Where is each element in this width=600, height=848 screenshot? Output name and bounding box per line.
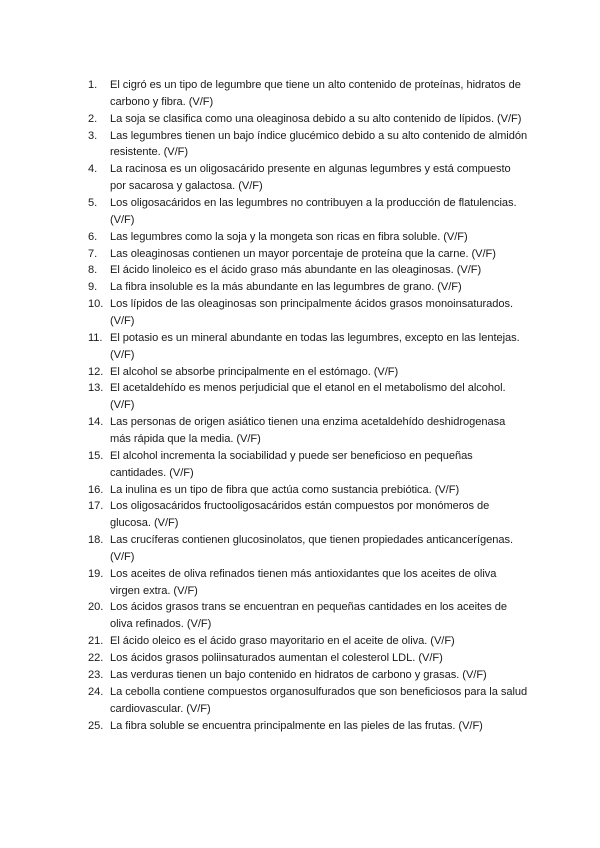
question-item — [88, 498, 528, 532]
question-number: 13. — [88, 382, 104, 395]
question-item — [88, 77, 528, 111]
question-item — [88, 684, 528, 718]
question-number: 3. — [88, 129, 98, 142]
question-text: El acetaldehído es menos perjudicial que el etanol en el metabolismo del alcohol. (V/F) — [110, 382, 506, 412]
question-text: Las legumbres tienen un bajo índice glucémico debido a su alto contenido de almidón resistente. (V/F) — [110, 129, 528, 159]
question-number: 7. — [88, 247, 98, 260]
question-text: Los oligosacáridos en las legumbres no contribuyen a la producción de flatulencias. (V/F) — [110, 196, 517, 226]
question-item — [88, 448, 528, 482]
question-text: El ácido oleico es el ácido graso mayoritario en el aceite de oliva. (V/F) — [110, 635, 455, 648]
question-text: La soja se clasifica como una oleaginosa debido a su alto contenido de lípidos. (V/F) — [110, 112, 522, 125]
question-item — [88, 111, 528, 128]
question-number: 2. — [88, 112, 98, 125]
question-number: 18. — [88, 534, 104, 547]
question-number: 23. — [88, 668, 104, 681]
question-item — [88, 128, 528, 162]
question-number: 25. — [88, 719, 104, 732]
question-number: 20. — [88, 601, 104, 614]
question-item — [88, 364, 528, 381]
question-text: Las legumbres como la soja y la mongeta son ricas en fibra soluble. (V/F) — [110, 230, 468, 243]
question-list — [88, 77, 528, 734]
question-number: 12. — [88, 365, 104, 378]
question-item — [88, 532, 528, 566]
question-text: El alcohol se absorbe principalmente en el estómago. (V/F) — [110, 365, 399, 378]
question-number: 6. — [88, 230, 98, 243]
question-number: 24. — [88, 685, 104, 698]
question-text: Las verduras tienen un bajo contenido en hidratos de carbono y grasas. (V/F) — [110, 668, 487, 681]
question-text: Las personas de origen asiático tienen una enzima acetaldehído deshidrogenasa más rápida que la media. (V/F) — [110, 416, 506, 445]
question-number: 17. — [88, 500, 104, 513]
question-number: 16. — [88, 483, 104, 496]
question-text: La fibra insoluble es la más abundante en las legumbres de grano. (V/F) — [110, 281, 462, 294]
question-item — [88, 667, 528, 684]
question-number: 4. — [88, 163, 98, 176]
question-item — [88, 229, 528, 246]
question-item — [88, 414, 528, 448]
question-text: El ácido linoleico es el ácido graso más abundante en las oleaginosas. (V/F) — [110, 264, 482, 277]
question-text: Los lípidos de las oleaginosas son principalmente ácidos grasos monoinsaturados. (V/F) — [110, 298, 514, 327]
question-number: 22. — [88, 652, 104, 665]
question-number: 8. — [88, 264, 98, 277]
question-text: Los oligosacáridos fructooligosacáridos están compuestos por monómeros de glucosa. (V/F) — [110, 500, 490, 530]
question-text: Los aceites de oliva refinados tienen más antioxidantes que los aceites de oliva virgen extra. (V/F) — [110, 567, 497, 597]
question-item — [88, 262, 528, 279]
question-text: La fibra soluble se encuentra principalmente en las pieles de las frutas. (V/F) — [110, 719, 483, 732]
question-text: El potasio es un mineral abundante en todas las legumbres, excepto en las lentejas. (V/F) — [110, 331, 520, 361]
question-text: Los ácidos grasos trans se encuentran en pequeñas cantidades en los aceites de oliva refinados. (V/F) — [110, 601, 507, 631]
question-text: El cigró es un tipo de legumbre que tiene un alto contenido de proteínas, hidratos de carbono y fibra. (V/F) — [110, 79, 521, 108]
question-item — [88, 246, 528, 263]
question-item — [88, 599, 528, 633]
question-item — [88, 296, 528, 330]
question-text: La inulina es un tipo de fibra que actúa como sustancia prebiótica. (V/F) — [110, 483, 460, 496]
question-item — [88, 195, 528, 229]
question-text: Los ácidos grasos poliinsaturados aumentan el colesterol LDL. (V/F) — [110, 652, 443, 665]
question-number: 9. — [88, 281, 98, 294]
question-number: 1. — [88, 79, 98, 91]
question-item — [88, 650, 528, 667]
question-number: 11. — [88, 331, 103, 344]
question-item — [88, 633, 528, 650]
question-item — [88, 566, 528, 600]
question-item — [88, 380, 528, 414]
question-item — [88, 279, 528, 296]
question-text: La racinosa es un oligosacárido presente en algunas legumbres y está compuesto por sacarosa y galactosa. (V/F) — [110, 163, 511, 193]
question-number: 5. — [88, 196, 98, 209]
question-text: El alcohol incrementa la sociabilidad y puede ser beneficioso en pequeñas cantidades. (V/F) — [110, 449, 473, 479]
question-item — [88, 482, 528, 499]
question-text: Las crucíferas contienen glucosinolatos, que tienen propiedades anticancerígenas. (V/F) — [110, 534, 513, 563]
question-item — [88, 330, 528, 364]
question-item — [88, 161, 528, 195]
question-number: 15. — [88, 449, 104, 462]
question-number: 21. — [88, 635, 104, 648]
question-number: 10. — [88, 298, 104, 311]
question-number: 14. — [88, 416, 104, 429]
question-text: La cebolla contiene compuestos organosulfurados que son beneficiosos para la salud cardiovascular. (V/F) — [110, 685, 528, 715]
question-text: Las oleaginosas contienen un mayor porcentaje de proteína que la carne. (V/F) — [110, 247, 496, 260]
question-item — [88, 718, 528, 735]
question-number: 19. — [88, 567, 104, 580]
